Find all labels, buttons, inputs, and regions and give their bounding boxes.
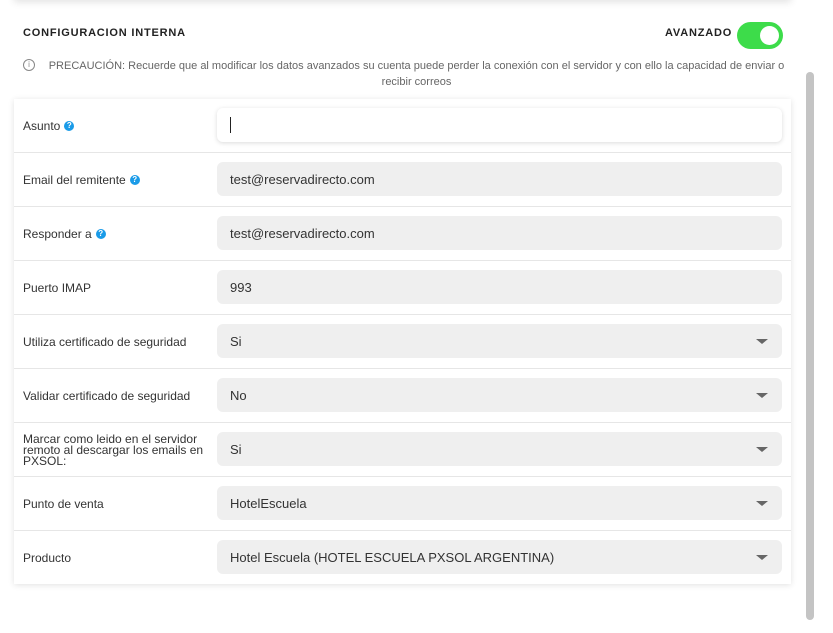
imap-port-input[interactable]: 993 xyxy=(217,270,782,304)
validate-select[interactable] xyxy=(217,378,782,412)
row-validate xyxy=(14,369,791,423)
info-circle-icon: i xyxy=(23,59,35,71)
product-select[interactable] xyxy=(217,540,782,574)
pos-select[interactable] xyxy=(217,486,782,520)
advanced-label: AVANZADO xyxy=(665,27,733,39)
validate-label: Validar certificado de seguridad xyxy=(23,388,191,403)
advanced-toggle[interactable] xyxy=(737,22,783,49)
reply-label: Responder a ? xyxy=(23,207,208,261)
chevron-down-icon xyxy=(756,393,768,398)
row-cert xyxy=(14,315,791,369)
chevron-down-icon xyxy=(756,447,768,452)
asunto-input[interactable] xyxy=(217,108,782,142)
cert-value: Si xyxy=(230,333,242,349)
question-circle-icon[interactable]: ? xyxy=(130,175,140,185)
warning-message xyxy=(23,58,788,90)
section-title: CONFIGURACION INTERNA xyxy=(23,27,186,39)
question-circle-icon[interactable]: ? xyxy=(96,229,106,239)
mark-read-label: Marcar como leido en el servidor remoto al descargar los emails en PXSOL: xyxy=(23,431,204,468)
imap-label: Puerto IMAP xyxy=(23,280,92,295)
product-value: Hotel Escuela (HOTEL ESCUELA PXSOL ARGENTINA) xyxy=(230,549,555,565)
reply-input[interactable]: test@reservadirecto.com xyxy=(217,216,782,250)
row-mark-read xyxy=(14,423,791,477)
cert-select[interactable] xyxy=(217,324,782,358)
row-imap xyxy=(14,261,791,315)
email-input[interactable]: test@reservadirecto.com xyxy=(217,162,782,196)
row-pos xyxy=(14,477,791,531)
settings-form xyxy=(14,99,791,584)
mark-read-value: Si xyxy=(230,441,242,457)
mark-read-select[interactable] xyxy=(217,432,782,466)
chevron-down-icon xyxy=(756,555,768,560)
pos-label: Punto de venta xyxy=(23,496,104,511)
row-reply xyxy=(14,207,791,261)
chevron-down-icon xyxy=(756,339,768,344)
product-label: Producto xyxy=(23,550,72,565)
email-label: Email del remitente ? xyxy=(23,153,208,207)
warning-text: PRECAUCIÓN: Recuerde que al modificar los datos avanzados su cuenta puede perder la conexión con el servidor y con ello la capacidad de enviar o recibir correos xyxy=(48,60,785,88)
pos-value: HotelEscuela xyxy=(230,495,307,511)
chevron-down-icon xyxy=(756,501,768,506)
cert-label: Utiliza certificado de seguridad xyxy=(23,334,187,349)
text-cursor xyxy=(230,117,231,133)
question-circle-icon[interactable]: ? xyxy=(64,121,74,131)
row-asunto xyxy=(14,99,791,153)
row-product xyxy=(14,531,791,584)
scrollbar[interactable] xyxy=(806,72,814,620)
asunto-label: Asunto ? xyxy=(23,99,208,153)
toggle-knob xyxy=(760,26,779,45)
validate-value: No xyxy=(230,387,247,403)
row-email xyxy=(14,153,791,207)
